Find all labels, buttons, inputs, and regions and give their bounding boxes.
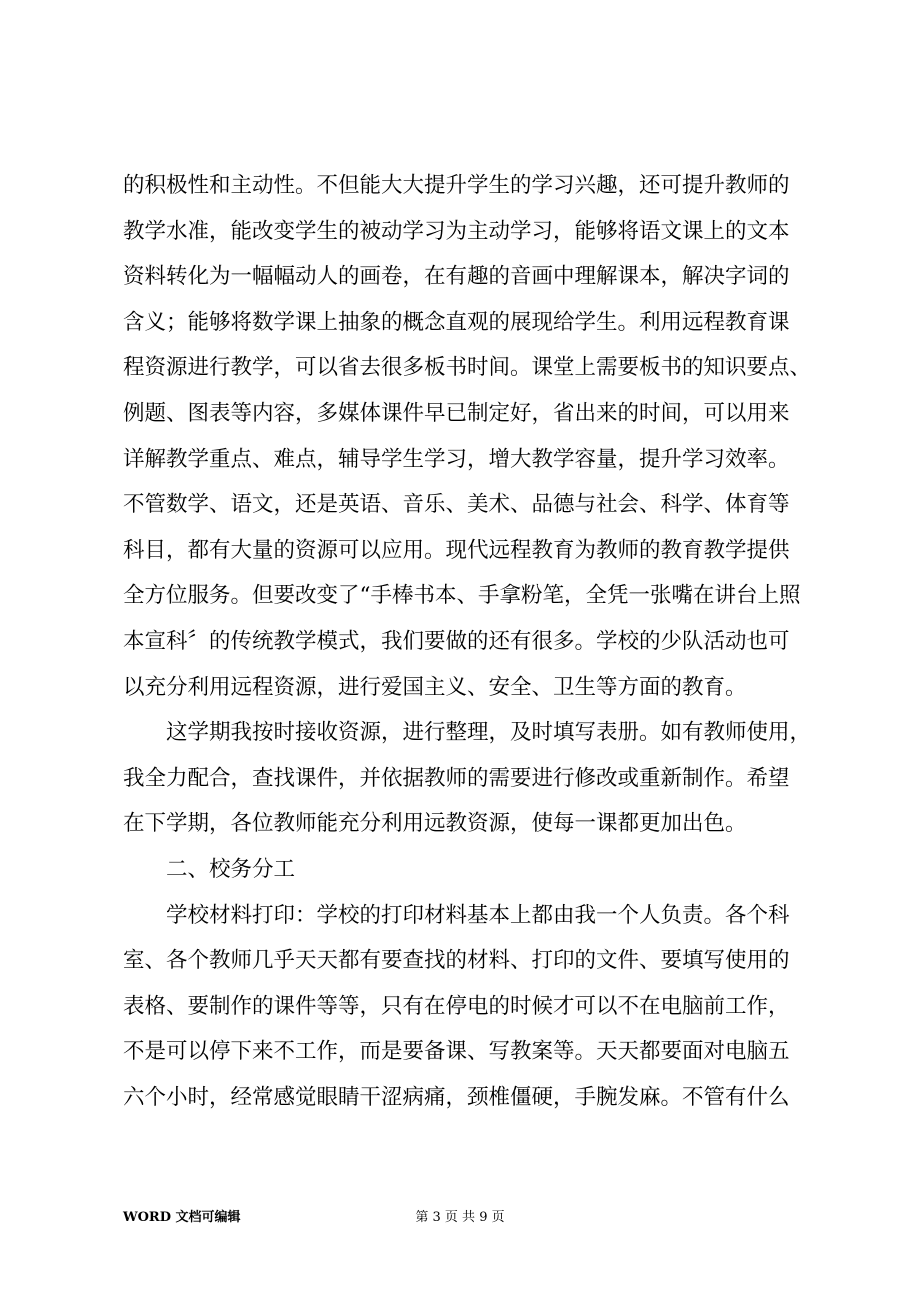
text-line-1: 的积极性和主动性。不但能大大提升学生的学习兴趣，还可提升教师的: [123, 173, 790, 198]
text-line-15: 在下学期，各位教师能充分利用远教资源，使每一课都更加出色。: [123, 811, 747, 837]
text-line-2: 教学水准，能改变学生的被动学习为主动学习，能够将语文课上的文本: [123, 218, 790, 244]
text-line-17: 学校材料打印：学校的打印材料基本上都由我一个人负责。各个科: [166, 902, 790, 928]
text-line-8: 不管数学、语文，还是英语、音乐、美术、品德与社会、科学、体育等: [123, 492, 790, 518]
text-line-13: 这学期我按时接收资源，进行整理，及时填写表册。如有教师使用，: [166, 720, 812, 746]
text-line-14: 我全力配合，查找课件，并依据教师的需要进行修改或重新制作。希望: [123, 765, 790, 791]
text-line-12: 以充分利用远程资源，进行爱国主义、安全、卫生等方面的教育。: [123, 674, 747, 700]
section-heading: 二、校务分工: [166, 856, 296, 882]
text-line-6: 例题、图表等内容，多媒体课件早已制定好，省出来的时间，可以用来: [123, 400, 790, 426]
document-body: [123, 163, 812, 1120]
text-line-21: 六个小时，经常感觉眼睛干涩病痛，颈椎僵硬，手腕发麻。不管有什么: [123, 1084, 790, 1110]
footer-page-number: 第 3 页 共 9 页: [415, 1210, 505, 1225]
text-line-20: 不是可以停下来不工作，而是要备课、写教案等。天天都要面对电脑五: [123, 1039, 790, 1065]
text-line-7: 详解教学重点、难点，辅导学生学习，增大教学容量，提升学习效率。: [123, 446, 790, 472]
text-line-18: 室、各个教师几乎天天都有要查找的材料、打印的文件、要填写使用的: [123, 948, 790, 974]
footer-editable-label: WORD 文档可编辑: [123, 1210, 241, 1225]
text-line-11: 本宣科〞的传统教学模式，我们要做的还有很多。学校的少队活动也可: [123, 628, 790, 654]
text-line-10: 全方位服务。但要改变了“手棒书本、手拿粉笔，全凭一张嘴在讲台上照: [123, 583, 801, 609]
text-line-5: 程资源进行教学，可以省去很多板书时间。课堂上需要板书的知识要点、: [123, 355, 812, 381]
text-line-19: 表格、要制作的课件等等，只有在停电的时候才可以不在电脑前工作，: [123, 993, 790, 1019]
text-line-9: 科目，都有大量的资源可以应用。现代远程教育为教师的教育教学提供: [123, 537, 790, 563]
text-line-3: 资料转化为一幅幅动人的画卷，在有趣的音画中理解课本，解决字词的: [123, 264, 790, 290]
text-line-4: 含义；能够将数学课上抽象的概念直观的展现给学生。利用远程教育课: [123, 309, 790, 335]
